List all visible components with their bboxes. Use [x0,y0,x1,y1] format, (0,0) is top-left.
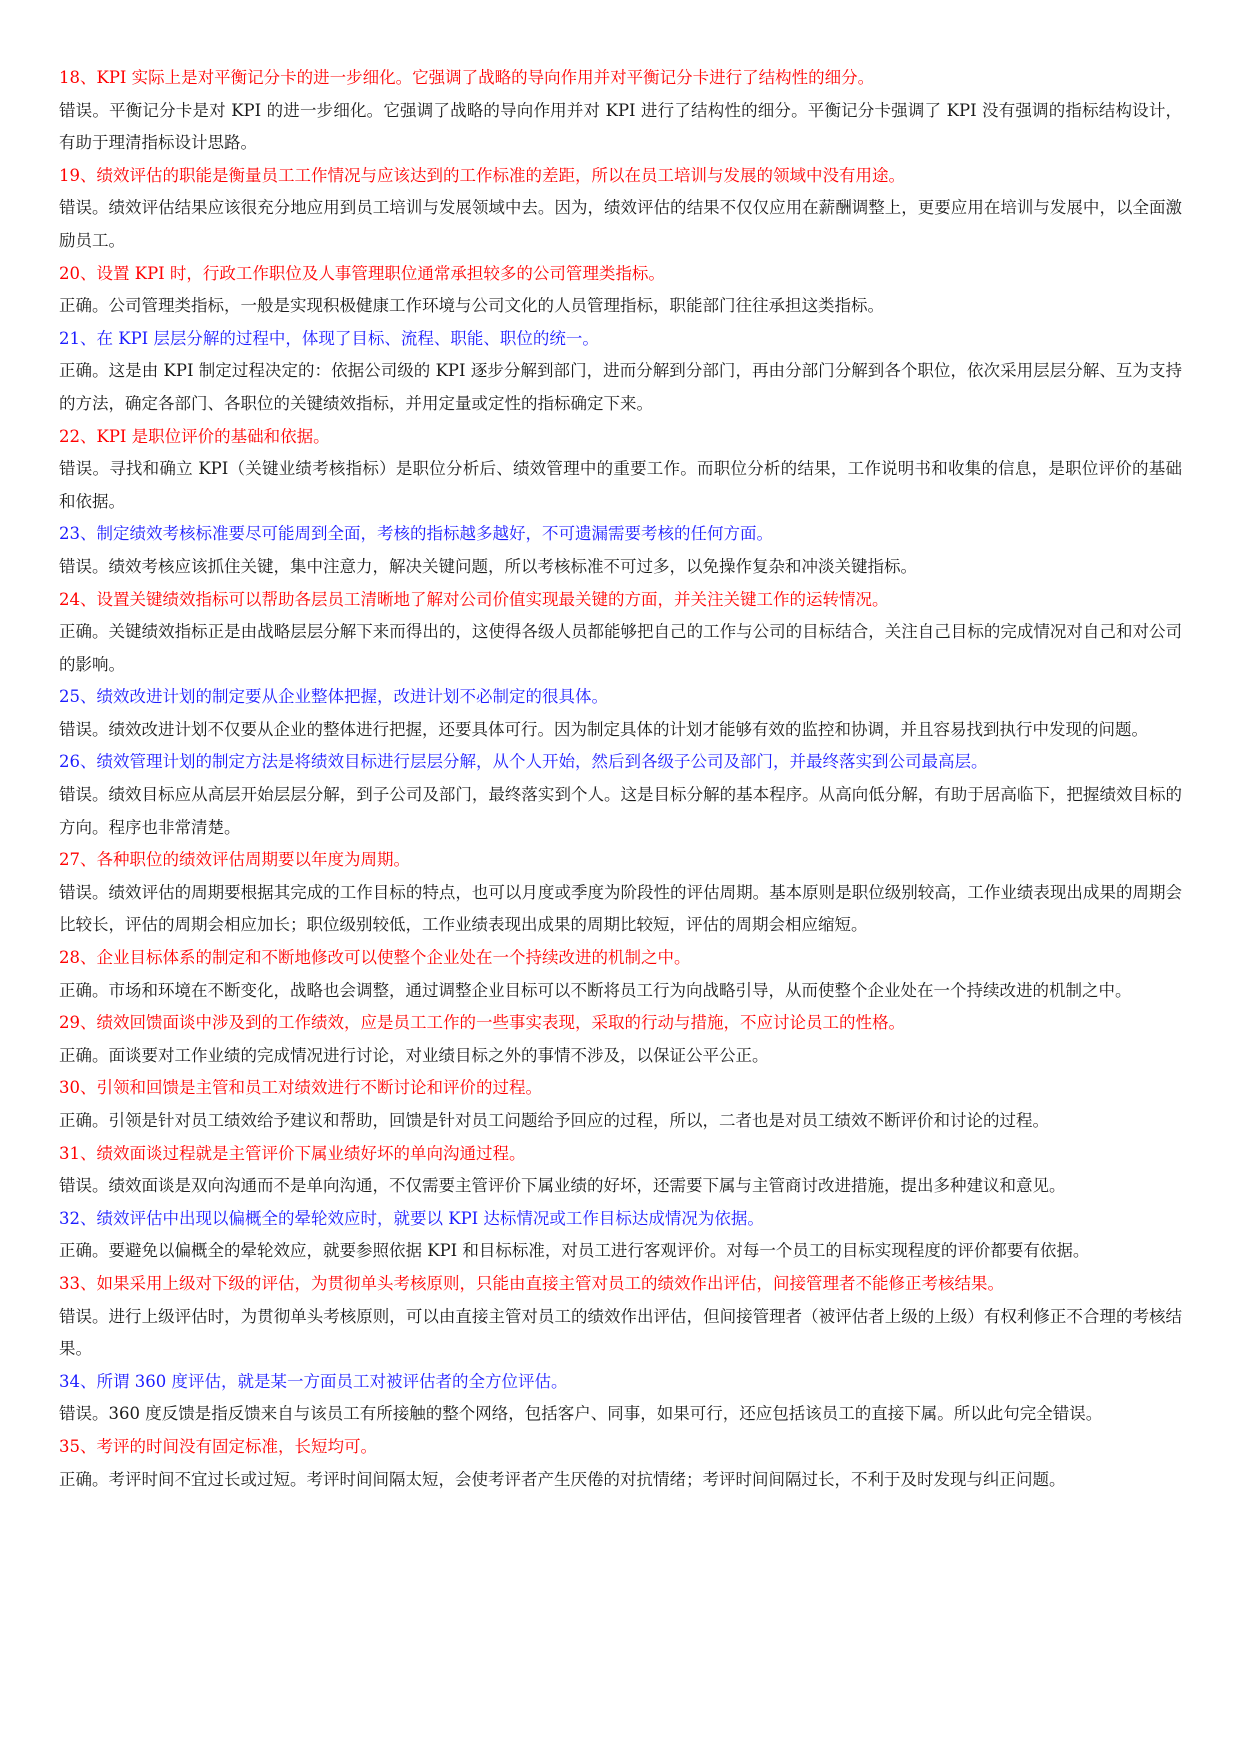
qa-item [59,160,1182,258]
question-text: 28、企业目标体系的制定和不断地修改可以使整个企业处在一个持续改进的机制之中。 [59,948,691,968]
question-text: 18、KPI 实际上是对平衡记分卡的进一步细化。它强调了战略的导向作用并对平衡记分卡进行了结构性的细分。 [59,68,875,87]
qa-item [59,1268,1182,1366]
question-text: 30、引领和回馈是主管和员工对绩效进行不断讨论和评价的过程。 [59,1078,542,1098]
qa-item [59,258,1182,323]
qa-item [59,1366,1182,1431]
question-text: 25、绩效改进计划的制定要从企业整体把握，改进计划不必制定的很具体。 [59,687,608,707]
question-text: 35、考评的时间没有固定标准，长短均可。 [59,1436,377,1456]
qa-item [59,421,1182,519]
qa-item [59,584,1182,682]
qa-item [59,681,1182,746]
question-text: 26、绩效管理计划的制定方法是将绩效目标进行层层分解，从个人开始，然后到各级子公司及部门，并最终落实到公司最高层。 [59,752,988,772]
question-text: 21、在 KPI 层层分解的过程中，体现了目标、流程、职能、职位的统一。 [59,328,599,348]
question-text: 34、所谓 360 度评估，就是某一方面员工对被评估者的全方位评估。 [59,1371,568,1391]
qa-item [59,1203,1182,1268]
document-body [59,62,1182,1496]
answer-text: 错误。绩效面谈是双向沟通而不是单向沟通，不仅需要主管评价下属业绩的好坏，还需要下属与主管商讨改进措施，提出多种建议和意见。 [59,1176,1066,1196]
answer-text: 错误。绩效改进计划不仅要从企业的整体进行把握，还要具体可行。因为制定具体的计划才能够有效的监控和协调，并且容易找到执行中发现的问题。 [59,719,1148,739]
answer-text: 正确。考评时间不宜过长或过短。考评时间间隔太短，会使考评者产生厌倦的对抗情绪；考评时间间隔过长，不利于及时发现与纠正问题。 [59,1469,1066,1489]
answer-text: 错误。寻找和确立 KPI（关键业绩考核指标）是职位分析后、绩效管理中的重要工作。而职位分析的结果，工作说明书和收集的信息，是职位评价的基础和依据。 [59,459,1182,511]
answer-text: 正确。市场和环境在不断变化，战略也会调整，通过调整企业目标可以不断将员工行为向战略引导，从而使整个企业处在一个持续改进的机制之中。 [59,980,1132,1000]
qa-item [59,1072,1182,1137]
answer-text: 正确。引领是针对员工绩效给予建议和帮助，回馈是针对员工问题给予回应的过程，所以，二者也是对员工绩效不断评价和讨论的过程。 [59,1111,1049,1130]
qa-item [59,942,1182,1007]
qa-item [59,518,1182,583]
qa-item [59,323,1182,421]
question-text: 31、绩效面谈过程就是主管评价下属业绩好坏的单向沟通过程。 [59,1143,526,1163]
answer-text: 正确。这是由 KPI 制定过程决定的：依据公司级的 KPI 逐步分解到部门，进而分解到分部门，再由分部门分解到各个职位，依次采用层层分解、互为支持的方法，确定各部门、各职位的关键绩效指标，并用定量或定性的指标确定下来。 [59,361,1182,413]
answer-text: 正确。公司管理类指标，一般是实现积极健康工作环境与公司文化的人员管理指标，职能部门往往承担这类指标。 [59,296,884,316]
answer-text: 错误。绩效评估的周期要根据其完成的工作目标的特点，也可以月度或季度为阶段性的评估周期。基本原则是职位级别较高，工作业绩表现出成果的周期会比较长，评估的周期会相应加长；职位级别较低，工作业绩表现出成果的周期比较短，评估的周期会相应缩短。 [59,882,1182,935]
answer-text: 错误。平衡记分卡是对 KPI 的进一步细化。它强调了战略的导向作用并对 KPI 进行了结构性的细分。平衡记分卡强调了 KPI 没有强调的指标结构设计，有助于理清指标设计思路。 [59,100,1182,153]
answer-text: 正确。关键绩效指标正是由战略层层分解下来而得出的，这使得各级人员都能够把自己的工作与公司的目标结合，关注自己目标的完成情况对自己和对公司的影响。 [59,622,1182,674]
question-text: 32、绩效评估中出现以偏概全的晕轮效应时，就要以 KPI 达标情况或工作目标达成情况为依据。 [59,1208,764,1228]
qa-item [59,746,1182,844]
answer-text: 错误。进行上级评估时，为贯彻单头考核原则，可以由直接主管对员工的绩效作出评估，但间接管理者（被评估者上级的上级）有权利修正不合理的考核结果。 [59,1306,1182,1359]
qa-item [59,844,1182,942]
question-text: 20、设置 KPI 时，行政工作职位及人事管理职位通常承担较多的公司管理类指标。 [59,263,665,283]
qa-item [59,1431,1182,1496]
answer-text: 错误。360 度反馈是指反馈来自与该员工有所接触的整个网络，包括客户、同事，如果可行，还应包括该员工的直接下属。所以此句完全错误。 [59,1404,1103,1424]
qa-item [59,1007,1182,1072]
answer-text: 正确。面谈要对工作业绩的完成情况进行讨论，对业绩目标之外的事情不涉及，以保证公平公正。 [59,1045,769,1065]
answer-text: 错误。绩效考核应该抓住关键，集中注意力，解决关键问题，所以考核标准不可过多，以免操作复杂和冲淡关键指标。 [59,556,917,576]
answer-text: 错误。绩效评估结果应该很充分地应用到员工培训与发展领域中去。因为，绩效评估的结果不仅仅应用在薪酬调整上，更要应用在培训与发展中，以全面激励员工。 [59,198,1182,250]
question-text: 33、如果采用上级对下级的评估，为贯彻单头考核原则，只能由直接主管对员工的绩效作出评估，间接管理者不能修正考核结果。 [59,1273,1004,1293]
qa-item [59,1138,1182,1203]
answer-text: 正确。要避免以偏概全的晕轮效应，就要参照依据 KPI 和目标标准，对员工进行客观评价。对每一个员工的目标实现程度的评价都要有依据。 [59,1241,1090,1261]
question-text: 23、制定绩效考核标准要尽可能周到全面，考核的指标越多越好，不可遗漏需要考核的任何方面。 [59,524,773,544]
question-text: 19、绩效评估的职能是衡量员工工作情况与应该达到的工作标准的差距，所以在员工培训与发展的领域中没有用途。 [59,165,905,185]
qa-item [59,62,1182,160]
question-text: 24、设置关键绩效指标可以帮助各层员工清晰地了解对公司价值实现最关键的方面，并关注关键工作的运转情况。 [59,589,889,609]
question-text: 27、各种职位的绩效评估周期要以年度为周期。 [59,850,410,870]
question-text: 22、KPI 是职位评价的基础和依据。 [59,426,330,446]
answer-text: 错误。绩效目标应从高层开始层层分解，到子公司及部门，最终落实到个人。这是目标分解的基本程序。从高向低分解，有助于居高临下，把握绩效目标的方向。程序也非常清楚。 [59,785,1182,837]
question-text: 29、绩效回馈面谈中涉及到的工作绩效，应是员工工作的一些事实表现，采取的行动与措施，不应讨论员工的性格。 [59,1013,905,1033]
